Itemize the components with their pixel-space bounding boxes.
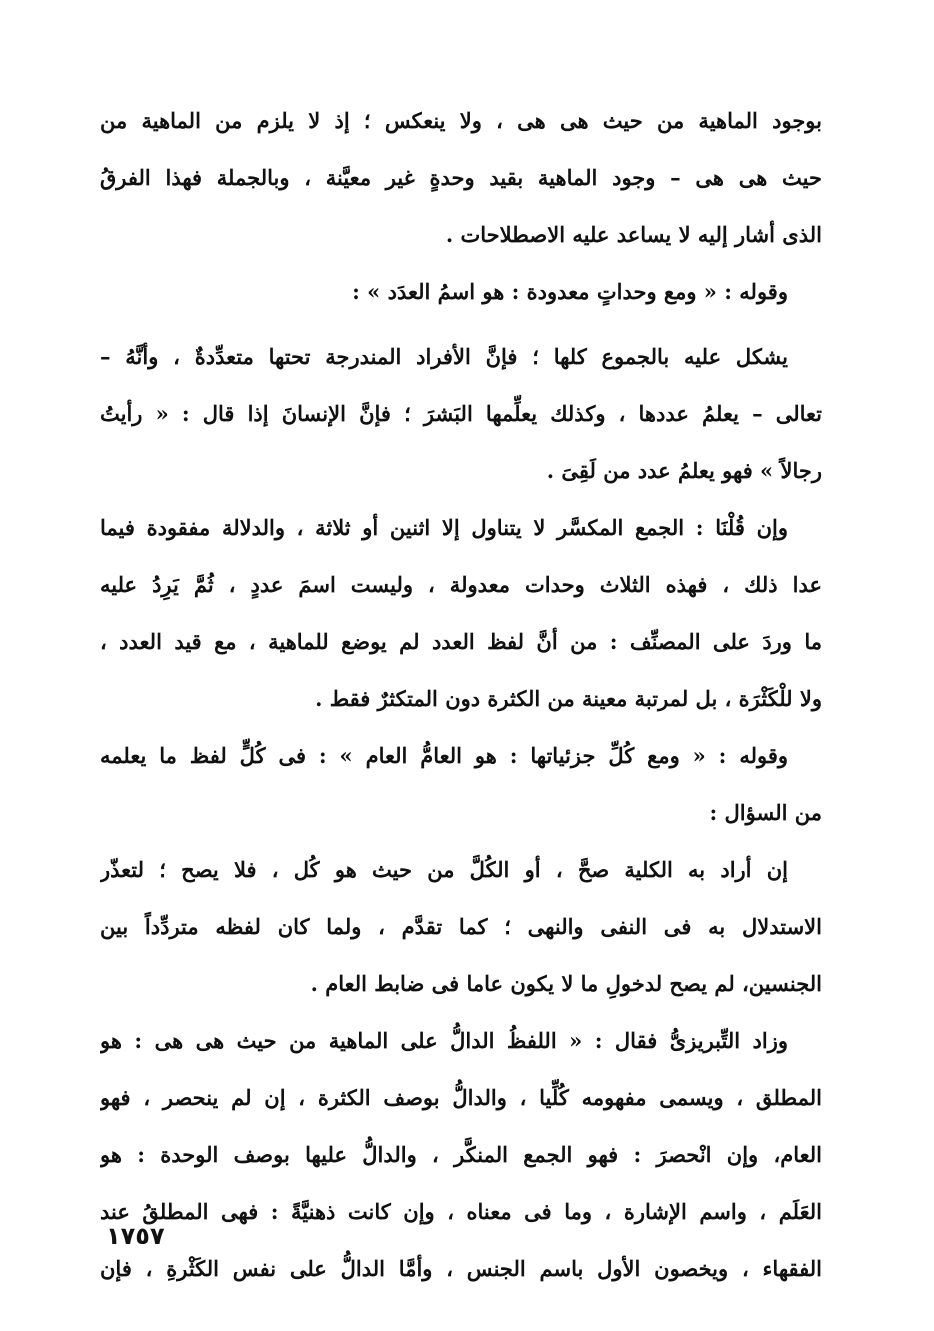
text-line: ولا للْكَثْرَة ، بل لمرتبة معينة من الكثرة دون المتكثرٌ فقط .: [315, 686, 822, 711]
text-line: ما وردَ على المصنِّف : من أنَّ لفظ العدد لم يوضع للماهية ، مع قيد العدد ،: [100, 629, 822, 654]
paragraph: [100, 92, 822, 263]
text-line: الاستدلال به فى النفى والنهى ؛ كما تقدَّم ، ولما كان لفظه متردِّداً بين: [100, 914, 822, 939]
text-line: وقوله : « ومع كُلِّ جزئياتها : هو العامُّ العام » : فى كُلٍّ لفظ ما يعلمه: [100, 743, 788, 768]
text-line: من السؤال :: [709, 800, 822, 825]
text-line: إن أراد به الكلية صحَّ ، أو الكُلَّ من حيث هو كُل ، فلا يصح ؛ لتعذّر: [100, 857, 788, 882]
paragraph: [100, 328, 822, 499]
paragraph: [100, 841, 822, 1012]
text-line: العَلَم ، واسم الإشارة ، وما فى معناه ، وإن كانت ذهنيَّةً : فهى المطلقُ عند: [100, 1199, 822, 1224]
paragraph: [100, 727, 822, 841]
page-body: [100, 92, 822, 1297]
paragraph: [100, 263, 822, 320]
text-line: الجنسين، لم يصح لدخولِ ما لا يكون عاما فى ضابط العام .: [310, 971, 822, 996]
text-line: المطلق ، ويسمى مفهومه كُلِّيا ، والدالُّ بوصف الكثرة ، إن لم ينحصر ، فهو: [100, 1085, 822, 1110]
text-line: يشكل عليه بالجموع كلها ؛ فإنَّ الأفراد المندرجة تحتها متعدِّدةٌ ، وأنَّهُ –: [100, 344, 788, 369]
text-line: عدا ذلك ، فهذه الثلاث وحدات معدولة ، وليست اسمَ عددٍ ، ثُمَّ يَرِدُ عليه: [100, 572, 822, 597]
text-line: وزاد التِّبريزىُّ فقال : « اللفظُ الدالُّ على الماهية من حيث هى هى : هو: [100, 1028, 788, 1053]
text-line: رجالاً » فهو يعلمُ عدد من لَقِىَ .: [546, 458, 822, 483]
text-line: وقوله : « ومع وحداتٍ معدودة : هو اسمُ العدَد » :: [352, 279, 788, 304]
text-line: حيث هى هى – وجود الماهية بقيد وحدةٍ غير معيَّنة ، وبالجملة فهذا الفرقُ: [100, 165, 822, 190]
paragraph: [100, 499, 822, 727]
text-line: وإن قُلْنَا : الجمع المكسَّر لا يتناول إلا اثنين أو ثلاثة ، والدلالة مفقودة فيما: [100, 515, 788, 540]
text-line: بوجود الماهية من حيث هى هى ، ولا ينعكس ؛ إذ لا يلزم من الماهية من: [100, 108, 822, 133]
page-number: ١٧٥٧: [106, 1222, 165, 1250]
text-line: العام، وإن انْحصرَ : فهو الجمع المنكَّر ، والدالُّ عليها بوصف الوحدة : هو: [100, 1142, 822, 1167]
text-line: تعالى – يعلمُ عددها ، وكذلك يعلِّمها البَشرَ ؛ فإنَّ الإنسانَ إذا قال : « رأيتُ: [100, 401, 822, 426]
paragraph: [100, 1012, 822, 1297]
paragraph-gap: [100, 320, 822, 328]
text-line: الذى أشار إليه لا يساعد عليه الاصطلاحات .: [445, 222, 822, 247]
text-line: الفقهاء ، ويخصون الأول باسم الجنس ، وأمَّا الدالُّ على نفس الكَثْرةِ ، فإن: [100, 1256, 822, 1281]
